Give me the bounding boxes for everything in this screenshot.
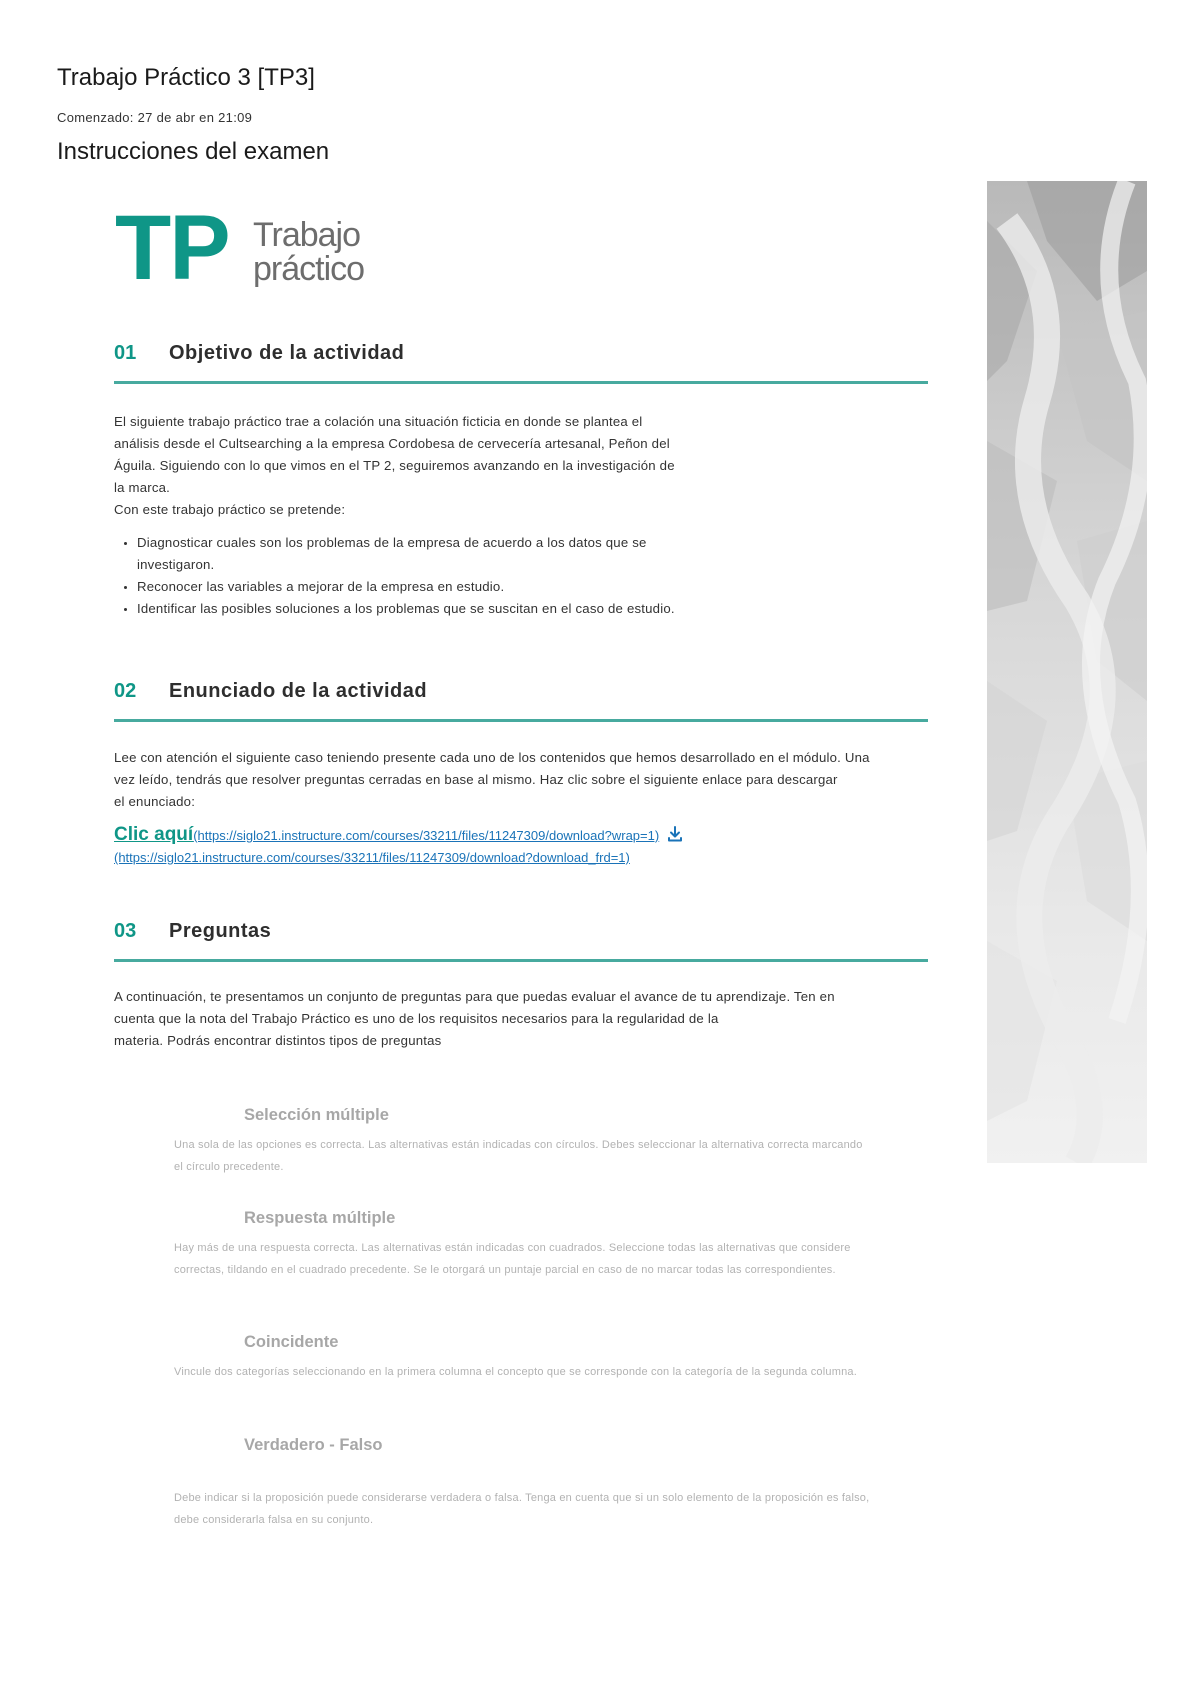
section-divider xyxy=(114,381,928,384)
download-icon[interactable] xyxy=(667,826,683,842)
section-divider xyxy=(114,719,928,722)
list-item: • Diagnosticar cuales son los problemas de la empresa de acuerdo a los datos que se investigaron. xyxy=(137,532,722,576)
questions-paragraph xyxy=(114,986,934,1052)
list-item: • Identificar las posibles soluciones a los problemas que se suscitan en el caso de estudio. xyxy=(137,598,722,620)
paragraph-line: el enunciado: xyxy=(114,794,196,809)
statement-file-link[interactable]: (https://siglo21.instructure.com/courses/33211/files/11247309/download?wrap=1) xyxy=(193,828,660,843)
statement-download-link[interactable]: (https://siglo21.instructure.com/courses/33211/files/11247309/download?download_frd=1) xyxy=(114,850,630,865)
paragraph-line: análisis desde el Cultsearching a la empresa Cordobesa de cervecería artesanal, Peñon del xyxy=(114,436,670,451)
objective-paragraph xyxy=(114,411,734,521)
section-title: Objetivo de la actividad xyxy=(169,342,405,364)
question-type-title: Coincidente xyxy=(244,1333,339,1351)
section-divider xyxy=(114,959,928,962)
section-statement-header xyxy=(114,680,928,720)
paragraph-line: El siguiente trabajo práctico trae a colación una situación ficticia en donde se plantea el xyxy=(114,414,643,429)
section-title: Enunciado de la actividad xyxy=(169,680,428,702)
tp-logo-word-line1: Trabajo xyxy=(253,216,361,254)
section-number: 01 xyxy=(114,342,137,364)
instructions-heading: Instrucciones del examen xyxy=(57,138,330,165)
paragraph-line: la marca. xyxy=(114,480,171,495)
section-number: 03 xyxy=(114,920,137,942)
question-type-title: Selección múltiple xyxy=(244,1106,389,1124)
tp-logo-word-line2: práctico xyxy=(253,250,365,288)
question-type-description: Una sola de las opciones es correcta. Las alternativas están indicadas con círculos. Debes seleccionar la alternativa correcta marcando el círculo precedente. xyxy=(174,1139,863,1173)
concrete-structure-image xyxy=(987,181,1147,1163)
paragraph-line: vez leído, tendrás que resolver preguntas cerradas en base al mismo. Haz clic sobre el siguiente enlace para descargar xyxy=(114,772,838,787)
section-questions-header xyxy=(114,920,928,960)
section-title: Preguntas xyxy=(169,920,272,942)
section-objective-header xyxy=(114,342,928,382)
objective-bullet-list xyxy=(114,532,722,620)
paragraph-line: Con este trabajo práctico se pretende: xyxy=(114,502,346,517)
paragraph-line: materia. Podrás encontrar distintos tipos de preguntas xyxy=(114,1033,442,1048)
tp-logo xyxy=(115,197,415,300)
tp-logo-mark: TP xyxy=(115,197,229,299)
paragraph-line: A continuación, te presentamos un conjunto de preguntas para que puedas evaluar el avance de tu aprendizaje. Ten en xyxy=(114,989,835,1004)
paragraph-line: Águila. Siguiendo con lo que vimos en el TP 2, seguiremos avanzando en la investigación de xyxy=(114,458,675,473)
page-title: Trabajo Práctico 3 [TP3] xyxy=(57,64,315,91)
list-item: • Reconocer las variables a mejorar de la empresa en estudio. xyxy=(137,576,722,598)
question-type-description: Vincule dos categorías seleccionando en la primera columna el concepto que se corresponde con la categoría de la segunda columna. xyxy=(174,1366,857,1378)
question-type-description: Hay más de una respuesta correcta. Las alternativas están indicadas con cuadrados. Seleccione todas las alternativas que considere correctas, tildando en el cuadrado precedente. Se le otorgará un puntaje parcial en caso de no marcar todas las correspondientes. xyxy=(174,1242,851,1276)
section-number: 02 xyxy=(114,680,137,702)
question-type-title: Respuesta múltiple xyxy=(244,1209,396,1227)
statement-link-row xyxy=(114,824,874,869)
click-here-link[interactable]: Clic aquí xyxy=(114,824,194,845)
statement-paragraph xyxy=(114,747,934,813)
question-type-description: Debe indicar si la proposición puede considerarse verdadera o falsa. Tenga en cuenta que si un solo elemento de la proposición es falso, debe considerarla falsa en su conjunto. xyxy=(174,1492,870,1526)
question-type-title: Verdadero - Falso xyxy=(244,1436,383,1454)
started-timestamp: Comenzado: 27 de abr en 21:09 xyxy=(57,110,253,125)
paragraph-line: Lee con atención el siguiente caso teniendo presente cada uno de los contenidos que hemos desarrollado en el módulo. Una xyxy=(114,750,870,765)
paragraph-line: cuenta que la nota del Trabajo Práctico es uno de los requisitos necesarios para la regularidad de la xyxy=(114,1011,719,1026)
